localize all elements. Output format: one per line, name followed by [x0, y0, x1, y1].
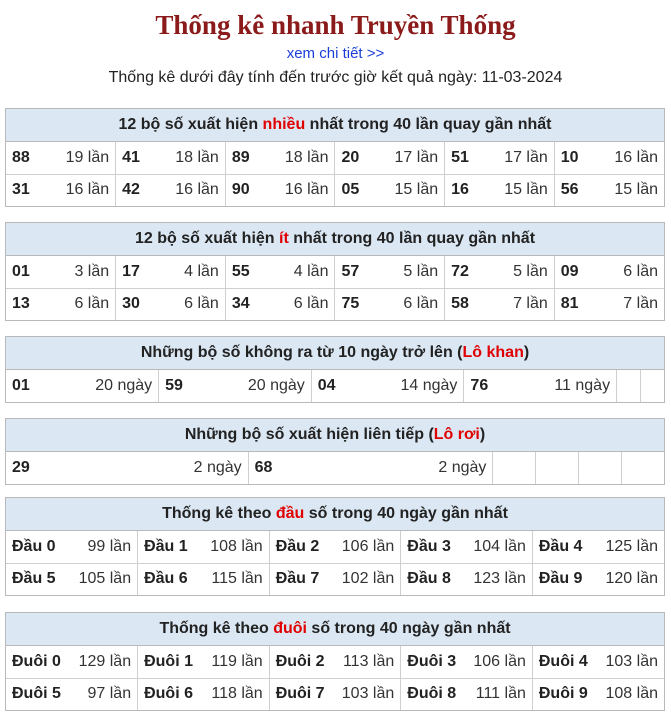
stat-cell — [269, 563, 401, 595]
stat-cell-count: 99 lần — [87, 537, 132, 555]
table-row — [6, 142, 664, 174]
stat-cell — [138, 646, 270, 678]
stat-cell-count: 118 lần — [211, 685, 263, 703]
stat-cell-label: Đầu 7 — [275, 570, 320, 588]
stat-cell-count: 125 lần — [605, 537, 658, 555]
stat-cell-count: 20 ngày — [247, 377, 305, 394]
stat-cell-label: 30 — [122, 295, 140, 313]
stat-cell — [6, 646, 138, 678]
stat-cell-count: 103 lần — [341, 685, 395, 703]
stat-cell — [6, 531, 138, 563]
lo-roi-table — [6, 452, 664, 484]
stat-cell-label: 57 — [341, 262, 360, 280]
duoi-section — [5, 612, 665, 711]
stat-cell-label: 31 — [12, 181, 30, 199]
stat-cell-label: 10 — [560, 148, 579, 166]
stat-cell-count: 105 lần — [78, 570, 132, 588]
stat-cell-count: 7 lần — [513, 295, 548, 313]
dau-title: Thống kê theo đầu số trong 40 ngày gần nhất — [6, 498, 664, 531]
stat-cell-count: 6 lần — [293, 295, 329, 313]
stat-cell-label: 89 — [231, 148, 250, 166]
stat-cell — [335, 256, 445, 288]
stat-cell-count: 4 lần — [184, 262, 219, 280]
stat-cell — [225, 174, 335, 206]
dau-table — [6, 531, 664, 595]
stat-cell — [6, 370, 159, 402]
stat-cell — [401, 678, 533, 710]
table-row — [6, 646, 664, 678]
stat-cell-label: 29 — [12, 459, 30, 476]
stat-cell-count: 97 lần — [87, 685, 132, 703]
stat-cell-count: 3 lần — [74, 262, 110, 280]
stat-cell-label: 51 — [451, 148, 469, 166]
stat-cell — [138, 531, 270, 563]
empty-cell — [493, 452, 536, 484]
page-header — [0, 0, 671, 88]
stat-cell — [6, 174, 116, 206]
stat-cell-count: 104 lần — [473, 537, 526, 555]
stat-cell-count: 108 lần — [210, 537, 263, 555]
empty-cell — [536, 452, 579, 484]
stat-cell-label: 59 — [165, 377, 183, 394]
lo-khan-table — [6, 370, 664, 402]
stat-cell — [6, 142, 116, 174]
stat-cell-count: 16 lần — [284, 181, 329, 199]
stat-cell — [554, 142, 664, 174]
stat-cell — [311, 370, 464, 402]
least-frequent-table — [6, 256, 664, 320]
stat-cell-label: Đầu 9 — [538, 570, 583, 588]
least-frequent-title: 12 bộ số xuất hiện ít nhất trong 40 lần quay gần nhất — [6, 223, 664, 256]
table-row — [6, 452, 664, 484]
stat-cell-count: 11 ngày — [554, 377, 611, 394]
stat-cell — [138, 678, 270, 710]
most-frequent-table — [6, 142, 664, 206]
stat-cell — [401, 563, 533, 595]
stat-cell-label: 34 — [231, 295, 250, 313]
stat-cell-count: 103 lần — [605, 652, 658, 670]
stat-cell — [116, 288, 226, 320]
stat-cell-count: 18 lần — [284, 148, 329, 166]
stat-cell-label: 04 — [317, 377, 336, 394]
stat-cell-label: Đuôi 5 — [12, 685, 61, 703]
stat-cell-label: 20 — [341, 148, 360, 166]
stat-cell — [269, 531, 401, 563]
stat-cell-label: 05 — [341, 181, 360, 199]
table-row — [6, 531, 664, 563]
stat-cell-label: Đuôi 7 — [275, 685, 325, 703]
stat-cell-label: 90 — [231, 181, 250, 199]
stat-cell-count: 102 lần — [341, 570, 395, 588]
stat-cell — [554, 174, 664, 206]
lo-roi-section — [5, 418, 665, 485]
stat-cell — [532, 531, 664, 563]
stat-cell-label: Đuôi 0 — [12, 652, 61, 670]
view-details-link[interactable]: xem chi tiết >> — [286, 45, 385, 62]
stat-cell-label: Đầu 5 — [12, 570, 56, 588]
lo-roi-title: Những bộ số xuất hiện liên tiếp (Lô rơi) — [6, 419, 664, 452]
table-row — [6, 256, 664, 288]
stat-cell — [116, 142, 226, 174]
stat-cell-count: 5 lần — [403, 262, 439, 280]
stat-cell-count: 14 ngày — [400, 377, 458, 394]
stat-cell-count: 129 lần — [78, 652, 132, 670]
stat-cell — [6, 563, 138, 595]
stat-cell-label: Đầu 1 — [144, 537, 188, 555]
stat-cell — [159, 370, 312, 402]
stat-cell — [6, 452, 248, 484]
stat-cell-label: 58 — [451, 295, 469, 313]
table-row — [6, 678, 664, 710]
stat-cell-label: Đầu 3 — [407, 537, 451, 555]
stat-cell-label: 13 — [12, 295, 30, 313]
stat-cell-label: 76 — [470, 377, 489, 394]
stat-cell — [532, 678, 664, 710]
stat-cell-count: 17 lần — [394, 148, 439, 166]
stat-cell — [269, 678, 401, 710]
stat-cell-count: 16 lần — [65, 181, 110, 199]
stat-cell-label: Đầu 8 — [407, 570, 451, 588]
stat-cell-label: Đuôi 4 — [538, 652, 588, 670]
table-row — [6, 370, 664, 402]
stat-cell-count: 6 lần — [184, 295, 219, 313]
stat-cell-label: 09 — [560, 262, 579, 280]
stat-cell-label: Đuôi 9 — [538, 685, 588, 703]
stat-cell-count: 6 lần — [623, 262, 658, 280]
stat-cell-count: 16 lần — [175, 181, 219, 199]
stat-cell — [554, 256, 664, 288]
stat-cell — [6, 678, 138, 710]
empty-cell — [578, 452, 621, 484]
stat-cell-label: Đuôi 6 — [144, 685, 193, 703]
most-frequent-title: 12 bộ số xuất hiện nhiều nhất trong 40 lần quay gần nhất — [6, 109, 664, 142]
stat-cell-label: 68 — [254, 459, 273, 476]
stat-cell — [138, 563, 270, 595]
stat-cell-count: 17 lần — [504, 148, 548, 166]
stat-cell — [116, 174, 226, 206]
stat-cell-count: 113 lần — [342, 652, 395, 670]
stat-cell-count: 19 lần — [65, 148, 110, 166]
stat-cell-label: 01 — [12, 262, 30, 280]
stat-cell-label: 55 — [231, 262, 250, 280]
stat-cell-count: 5 lần — [513, 262, 548, 280]
stat-cell-label: 72 — [451, 262, 469, 280]
stat-cell — [116, 256, 226, 288]
stat-cell — [269, 646, 401, 678]
stat-cell-label: 81 — [560, 295, 579, 313]
stat-cell-label: 56 — [560, 181, 579, 199]
page-subtitle: Thống kê dưới đây tính đến trước giờ kết quả ngày: 11-03-2024 — [108, 69, 563, 86]
empty-cell — [640, 370, 664, 402]
stat-cell-label: 88 — [12, 148, 30, 166]
stat-cell-count: 123 lần — [473, 570, 526, 588]
stat-cell-count: 111 lần — [475, 685, 526, 703]
stat-cell-label: 17 — [122, 262, 140, 280]
stat-cell — [6, 256, 116, 288]
stat-cell-count: 15 lần — [614, 181, 658, 199]
stat-cell — [335, 174, 445, 206]
stat-cell-count: 119 lần — [211, 652, 263, 670]
stat-cell — [464, 370, 617, 402]
stat-cell-count: 7 lần — [623, 295, 658, 313]
stat-cell — [445, 256, 555, 288]
stat-cell-label: Đuôi 1 — [144, 652, 193, 670]
stat-cell — [554, 288, 664, 320]
stat-cell — [401, 531, 533, 563]
table-row — [6, 563, 664, 595]
stat-cell-count: 6 lần — [403, 295, 439, 313]
stat-cell-count: 2 ngày — [438, 459, 487, 476]
stat-cell-count: 15 lần — [394, 181, 439, 199]
stat-cell — [225, 142, 335, 174]
stat-cell — [445, 288, 555, 320]
duoi-table — [6, 646, 664, 710]
stat-cell-count: 20 ngày — [95, 377, 153, 394]
stat-cell-label: 42 — [122, 181, 140, 199]
stat-cell — [6, 288, 116, 320]
stat-cell — [335, 288, 445, 320]
stat-cell — [225, 256, 335, 288]
stat-cell-count: 106 lần — [473, 652, 526, 670]
stat-cell-label: Đầu 6 — [144, 570, 188, 588]
empty-cell — [621, 452, 664, 484]
table-row — [6, 288, 664, 320]
page-title: Thống kê nhanh Truyền Thống — [155, 10, 516, 40]
stat-cell-label: Đầu 4 — [538, 537, 583, 555]
stat-cell-label: 41 — [122, 148, 140, 166]
stat-cell — [225, 288, 335, 320]
lo-khan-section — [5, 336, 665, 403]
stat-cell — [445, 142, 555, 174]
stat-cell — [532, 646, 664, 678]
stat-cell — [532, 563, 664, 595]
stat-cell-count: 4 lần — [293, 262, 329, 280]
table-row — [6, 174, 664, 206]
stat-cell-label: 16 — [451, 181, 469, 199]
stat-cell — [335, 142, 445, 174]
lo-khan-title: Những bộ số không ra từ 10 ngày trở lên (Lô khan) — [6, 337, 664, 370]
stat-cell-count: 2 ngày — [193, 459, 242, 476]
stat-cell-count: 15 lần — [504, 181, 548, 199]
stat-cell-label: Đuôi 8 — [407, 685, 457, 703]
stat-cell-label: Đuôi 2 — [275, 652, 325, 670]
stat-cell-count: 6 lần — [74, 295, 110, 313]
stat-cell — [248, 452, 493, 484]
stat-cell-label: Đầu 0 — [12, 537, 56, 555]
dau-section — [5, 497, 665, 596]
stat-cell — [445, 174, 555, 206]
most-frequent-section — [5, 108, 665, 207]
stat-cell-label: Đuôi 3 — [407, 652, 457, 670]
stat-cell-count: 106 lần — [341, 537, 395, 555]
least-frequent-section — [5, 222, 665, 321]
stat-cell — [401, 646, 533, 678]
stat-cell-count: 108 lần — [605, 685, 658, 703]
stat-cell-label: 01 — [12, 377, 30, 394]
stat-cell-label: Đầu 2 — [275, 537, 320, 555]
stat-cell-count: 120 lần — [605, 570, 658, 588]
stat-cell-label: 75 — [341, 295, 360, 313]
empty-cell — [617, 370, 641, 402]
stat-cell-count: 18 lần — [175, 148, 219, 166]
duoi-title: Thống kê theo đuôi số trong 40 ngày gần nhất — [6, 613, 664, 646]
stat-cell-count: 16 lần — [614, 148, 658, 166]
stat-cell-count: 115 lần — [211, 570, 263, 588]
